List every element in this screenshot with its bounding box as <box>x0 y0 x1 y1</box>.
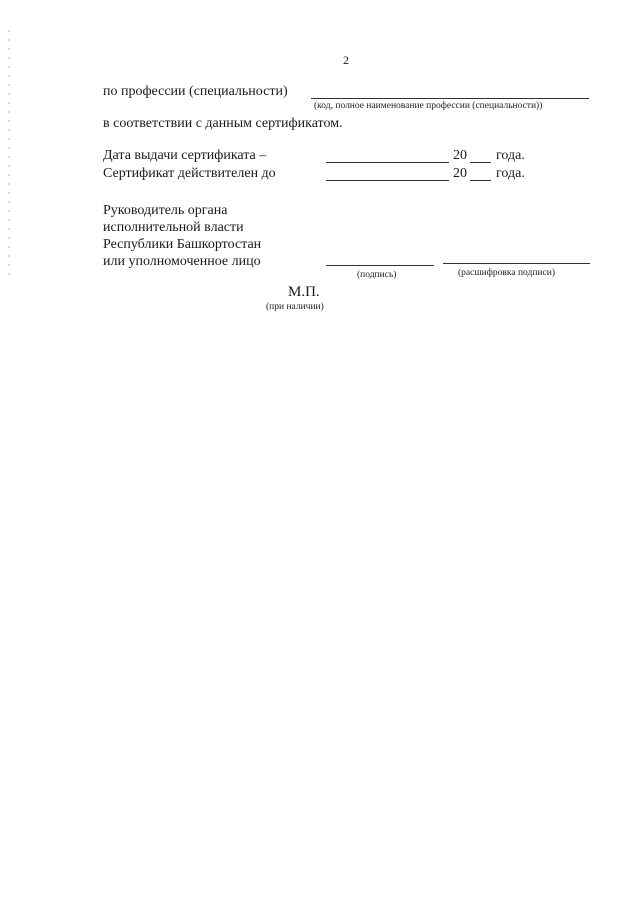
valid-until-year-line <box>470 180 491 181</box>
certificate-line: в соответствии с данным сертификатом. <box>103 116 343 131</box>
issue-date-year-prefix: 20 <box>453 148 467 163</box>
signature-field-line <box>326 265 434 266</box>
profession-field-caption: (код, полное наименование профессии (специальности)) <box>314 101 543 111</box>
valid-until-label: Сертификат действителен до <box>103 166 276 181</box>
page-number: 2 <box>343 53 349 67</box>
seal-label: М.П. <box>288 284 320 300</box>
issue-date-field-line <box>326 162 449 163</box>
head-title-line-4: или уполномоченное лицо <box>103 254 261 269</box>
valid-until-field-line <box>326 180 449 181</box>
issue-date-label: Дата выдачи сертификата – <box>103 148 267 163</box>
seal-note: (при наличии) <box>266 302 324 312</box>
scan-edge-artifact <box>8 30 10 280</box>
head-title-line-1: Руководитель органа <box>103 203 228 218</box>
profession-label: по профессии (специальности) <box>103 84 288 99</box>
head-title-line-3: Республики Башкортостан <box>103 237 262 252</box>
decryption-field-line <box>443 263 590 264</box>
valid-until-year-suffix: года. <box>496 166 525 181</box>
signature-caption: (подпись) <box>357 270 397 280</box>
issue-date-year-line <box>470 162 491 163</box>
head-title-line-2: исполнительной власти <box>103 220 244 235</box>
profession-field-line <box>311 98 589 99</box>
issue-date-year-suffix: года. <box>496 148 525 163</box>
valid-until-year-prefix: 20 <box>453 166 467 181</box>
decryption-caption: (расшифровка подписи) <box>458 268 555 278</box>
